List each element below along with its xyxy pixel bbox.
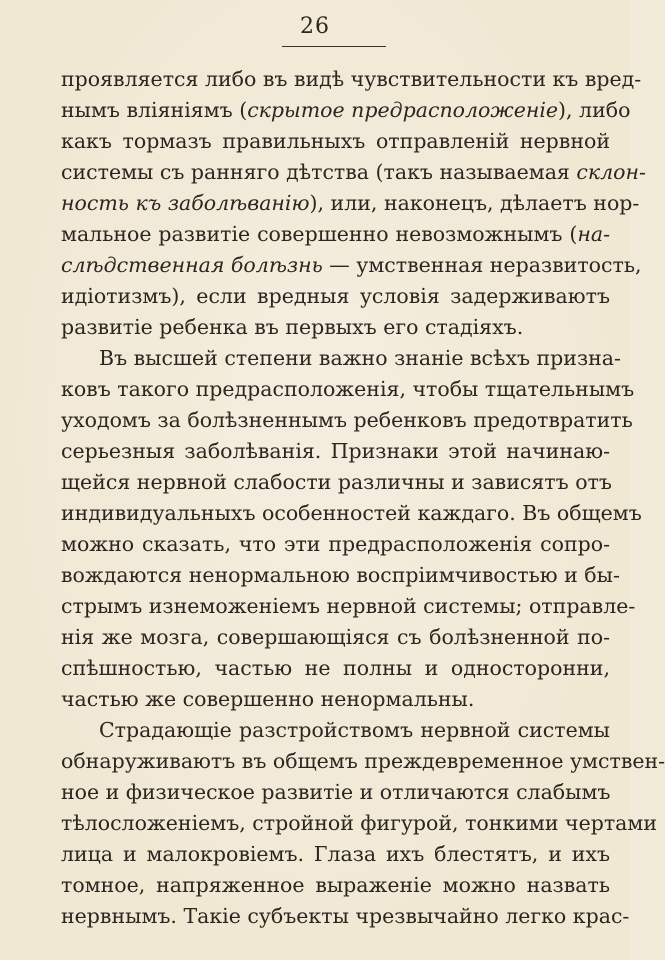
- header-rule: [282, 46, 386, 47]
- italic-run: слѣдственная болѣзнь: [61, 253, 323, 277]
- text-line: [61, 715, 610, 746]
- italic-run: на-: [577, 222, 610, 246]
- text-line: [61, 405, 633, 436]
- paragraph: [61, 64, 646, 343]
- paragraph: [61, 715, 665, 932]
- text-run: индивидуальныхъ особенностей каждаго. Въ общемъ: [61, 501, 642, 525]
- text-run: ), или, наконецъ, дѣлаетъ нор-: [309, 191, 640, 215]
- text-run: частью же совершенно ненормальны.: [61, 687, 475, 711]
- text-line: [61, 777, 610, 808]
- text-line: [61, 901, 630, 932]
- text-line: [61, 808, 658, 839]
- text-line: [61, 126, 610, 157]
- text-line: [61, 653, 610, 684]
- text-run: идіотизмъ), если вредныя условія задерживаютъ: [61, 284, 610, 308]
- text-run: щейся нервной слабости различны и зависятъ отъ: [61, 470, 612, 494]
- text-line: [61, 467, 610, 498]
- text-run: Въ высшей степени важно знаніе всѣхъ призна-: [99, 346, 621, 370]
- italic-run: склон-: [576, 160, 646, 184]
- text-run: обнаруживаютъ въ общемъ преждевременное умствен-: [61, 749, 665, 773]
- text-run: нервнымъ. Такіе субъекты чрезвычайно легко крас-: [61, 904, 630, 928]
- text-run: нымъ вліяніямъ (: [61, 98, 248, 122]
- page-number: 26: [300, 14, 330, 39]
- text-line: [61, 374, 635, 405]
- text-line: [61, 281, 610, 312]
- text-line: [61, 591, 636, 622]
- text-run: серьезныя заболѣванія. Признаки этой начинаю-: [61, 439, 610, 463]
- text-line: [61, 839, 610, 870]
- text-run: нія же мозга, совершающіяся съ болѣзненной по-: [61, 625, 610, 649]
- text-run: какъ тормазъ правильныхъ отправленій нервной: [61, 129, 610, 153]
- text-line: [61, 188, 640, 219]
- text-line: [61, 560, 620, 591]
- italic-run: скрытое предрасположеніе: [247, 98, 559, 122]
- text-line: [61, 219, 610, 250]
- text-run: ковъ такого предрасположенія, чтобы тщательнымъ: [61, 377, 635, 401]
- text-run: можно сказать, что эти предрасположенія сопро-: [61, 532, 610, 556]
- text-run: системы съ ранняго дѣтства (такъ называемая: [61, 160, 577, 184]
- text-line: [61, 157, 646, 188]
- text-line: [61, 498, 642, 529]
- text-run: ное и физическое развитіе и отличаются слабымъ: [61, 780, 611, 804]
- text-run: мальное развитіе совершенно невозможнымъ (: [61, 222, 578, 246]
- text-line: [61, 312, 610, 343]
- text-run: спѣшностью, частью не полны и односторонни,: [61, 656, 610, 680]
- text-run: проявляется либо въ видѣ чувствительности къ вред-: [61, 67, 642, 91]
- text-line: [61, 529, 610, 560]
- text-run: лица и малокровіемъ. Глаза ихъ блестятъ, и ихъ: [61, 842, 610, 866]
- text-line: [61, 870, 610, 901]
- text-run: томное, напряженное выраженіе можно назвать: [61, 873, 610, 897]
- text-line: [61, 622, 610, 653]
- text-run: тѣлосложеніемъ, стройной фигурой, тонкими чертами: [61, 811, 658, 835]
- text-line: [61, 250, 642, 281]
- text-run: вождаются ненормальною воспріимчивостью и бы-: [61, 563, 620, 587]
- italic-run: ность къ заболѣванію: [61, 191, 310, 215]
- text-line: [61, 64, 642, 95]
- text-run: развитіе ребенка въ первыхъ его стадіяхъ.: [61, 315, 524, 339]
- text-run: Страдающіе разстройствомъ нервной системы: [99, 718, 610, 742]
- text-line: [61, 95, 631, 126]
- text-line: [61, 684, 610, 715]
- text-body: [61, 64, 665, 932]
- text-run: — умственная неразвитость,: [322, 253, 642, 277]
- paragraph: [61, 343, 642, 715]
- text-line: [61, 436, 610, 467]
- text-run: стрымъ изнеможеніемъ нервной системы; отправле-: [61, 594, 636, 618]
- text-run: ), либо: [558, 98, 631, 122]
- text-run: уходомъ за болѣзненнымъ ребенковъ предотвратить: [61, 408, 633, 432]
- text-line: [61, 343, 621, 374]
- text-line: [61, 746, 665, 777]
